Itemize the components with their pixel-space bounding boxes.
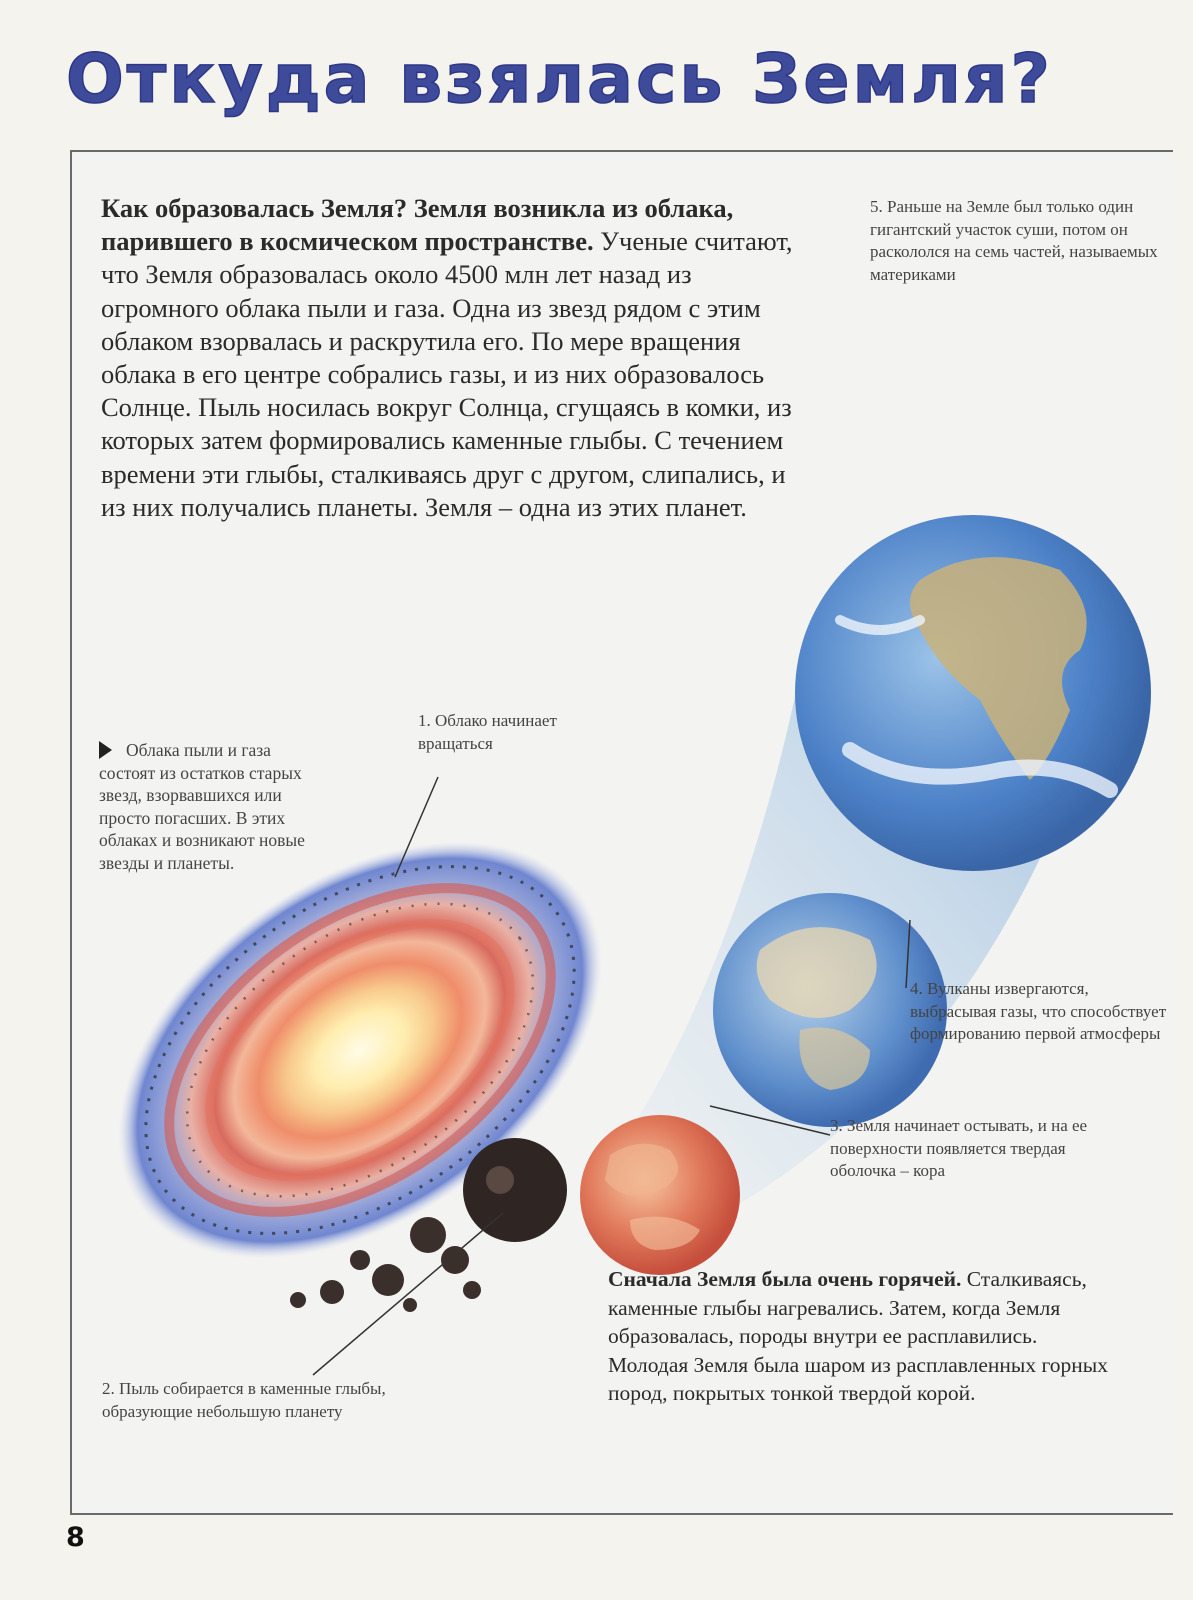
hot-earth-planet <box>580 1115 740 1275</box>
side-note <box>99 739 329 874</box>
caption-step-2: 2. Пыль собирается в каменные глыбы, образующие небольшую планету <box>102 1379 386 1421</box>
intro-body: Ученые считают, что Земля образовалась около 4500 млн лет назад из огромного облака пыли и газа. Одна из звезд рядом с этим облаком взорвалась и раскрутила его. По мере вращения облака в его центре собрались газы, и из них образовалось Солнце. Пыль носилась вокруг Солнца, сгущаясь в комки, из которых затем формировались каменные глыбы. С течением времени эти глыбы, сталкиваясь друг с другом, слипались, и из них получались планеты. Земля – одна из этих планет. <box>101 226 793 522</box>
outro-paragraph <box>608 1265 1108 1408</box>
intro-lead: Как образовалась Земля? Земля возникла из облака, парившего в космическом пространстве. <box>101 193 734 257</box>
caption-step-5: 5. Раньше на Земле был только один гигантский участок суши, потом он раскололся на семь частей, называемых материками <box>870 197 1158 284</box>
caption-step-3: 3. Земля начинает остывать, и на ее поверхности появляется твердая оболочка – кора <box>830 1116 1088 1180</box>
outro-body: Сталкиваясь, каменные глыбы нагревались. Затем, когда Земля образовалась, породы внутри ее расплавились. Молодая Земля была шаром из расплавленных горных пород, покрытых тонкой твердой корой. <box>608 1267 1108 1405</box>
side-note-text: Облака пыли и газа состоят из остатков старых звезд, взорвавшихся или просто погасших. В этих облаках и возникают новые звезды и планеты. <box>99 740 305 873</box>
triangle-arrow-icon <box>99 741 112 759</box>
outro-lead: Сначала Земля была очень горячей. <box>608 1267 962 1291</box>
page-title: Откуда взялась Земля? <box>66 40 1053 119</box>
page-number: 8 <box>66 1522 85 1553</box>
caption-step-4: 4. Вулканы извергаются, выбрасывая газы, что способствует формированию первой атмосферы <box>910 979 1167 1043</box>
intro-paragraph <box>101 192 801 524</box>
caption-step-1: 1. Облако начинает вращаться <box>418 711 557 753</box>
